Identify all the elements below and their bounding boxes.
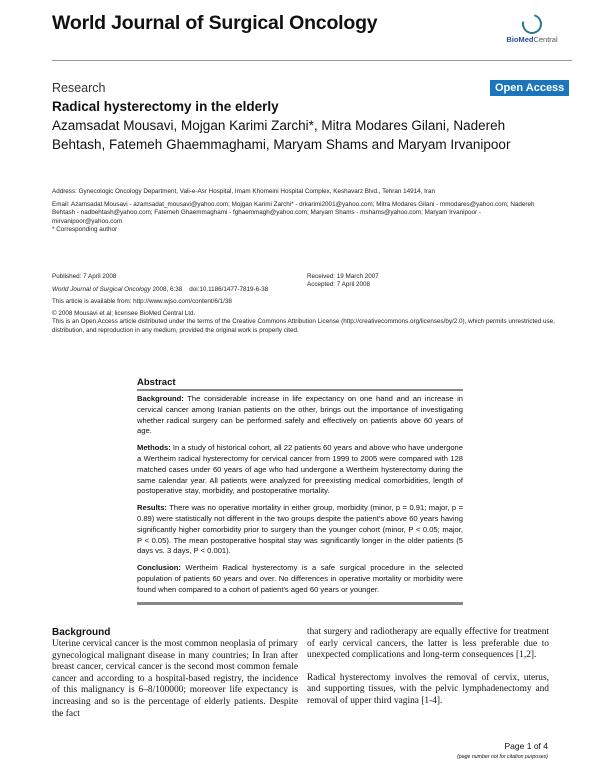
page-number-note: (page number not for citation purposes) [457, 754, 548, 760]
body-column-right [307, 627, 549, 719]
copyright: © 2008 Mousavi et al; licensee BioMed Central Ltd. [52, 310, 196, 317]
article-url[interactable]: This article is available from: http://www.wjso.com/content/6/1/38 [52, 298, 232, 305]
page-number: Page 1 of 4 [504, 741, 548, 751]
header-divider [52, 60, 572, 61]
paragraph: that surgery and radiotherapy are equally effective for treatment of early cervical cancers, the latter is less preferable due to unexpected complications and long-term consequences [1,2]. [307, 627, 549, 661]
abstract-conclusion [137, 563, 463, 595]
section-text: The considerable increase in life expectancy on one hand and an increase in cervical cancer among Iranian patients on the other, brings out the importance of investigating whether radical surgery can be performed safely and effectively on patients above 60 years of age. [137, 394, 463, 436]
biomed-central-logo [497, 14, 567, 44]
section-label: Conclusion: [137, 563, 181, 573]
received-accepted [307, 273, 379, 290]
section-text: Wertheim Radical hysterectomy is a safe surgical procedure in the selected population of patients 60 years and over. No differences in operative mortality or morbidity were found when compared to a cohort of patient's aged 60 years or younger. [137, 563, 463, 594]
paragraph: Radical hysterectomy involves the removal of cervix, uterus, and supporting tissues, with the pelvic lymphadenectomy and removal of upper third vagina [1-4]. [307, 672, 549, 706]
corresponding-author-note: * Corresponding author [52, 226, 118, 234]
email-list: Email: Azamsadat Mousavi - azamsadat_mousavi@yahoo.com; Mojgan Karimi Zarchi* - drkarimi2001@yahoo.com; Mitra Modares Gilani - mmodares@yahoo.com; Nadereh Behtash - nadbehtash@yahoo.com; Fatemeh Ghaemmaghami - fghaemmagh@yahoo.com; Maryam Shams - mshams@yahoo.com; Maryam Irvanipoor - mirvanipoor@yahoo.com [52, 201, 535, 225]
logo-central: Central [533, 35, 558, 44]
background-heading: Background [52, 627, 111, 638]
journal-ref-doi: 2008, 6:38 doi:10.1186/1477-7819-6-38 [150, 286, 269, 293]
journal-title: World Journal of Surgical Oncology [52, 12, 378, 34]
abstract-results [137, 503, 463, 557]
section-label: Methods: [137, 443, 171, 453]
section-label: Background: [137, 394, 184, 403]
author-address: Address: Gynecologic Oncology Department, Vali-e-Asr Hospital, Imam Khomeini Hospital Complex, Keshavarz Blvd., Tehran 14914, Iran [52, 188, 436, 195]
abstract-background [137, 394, 463, 437]
license: This is an Open Access article distributed under the terms of the Creative Commons Attribution License (http://creativecommons.org/licenses/by/2.0), which permits unrestricted use, distribution, and reproduction in any medium, provided the original work is properly cited. [52, 318, 555, 334]
copyright-block [52, 310, 562, 335]
accepted-date: Accepted: 7 April 2008 [307, 281, 371, 289]
abstract-methods [137, 443, 463, 497]
journal-ref-name: World Journal of Surgical Oncology [52, 286, 151, 293]
section-label: Results: [137, 503, 167, 513]
article-type: Research [52, 81, 106, 95]
body-column-left: Uterine cervical cancer is the most common neoplasia of primary gynecological malignant disease in many countries; In Iran after breast cancer, cervical cancer is the second most common female cancer and according to a hospital-based registry, the incidence of this malignancy is 6–8/100000; moreover life expectancy is increasing and so is the percentage of elderly patients. Despite the fact [52, 639, 298, 719]
logo-ring-icon [518, 10, 545, 37]
section-text: There was no operative mortality in either group, morbidity (minor, p = 0.91; major, p = 0.89) were statistically not different in the two groups despite the patient's above 60 years having significantly higher comorbidity prior to surgery than the younger cohort (minor, P < 0.05; major, P < 0.05). The mean postoperative hospital stay was significantly longer in the older patients (5 days vs. 3 days, P < 0.001). [137, 503, 463, 556]
open-access-badge[interactable]: Open Access [490, 80, 569, 96]
author-list: Azamsadat Mousavi, Mojgan Karimi Zarchi*, Mitra Modares Gilani, Nadereh Behtash, Fatemeh Ghaemmaghami, Maryam Shams and Maryam Irvanipoor [52, 118, 511, 152]
received-date: Received: 19 March 2007 [307, 273, 379, 280]
journal-reference [52, 286, 268, 294]
abstract-box [137, 377, 463, 605]
abstract-heading: Abstract [137, 377, 463, 391]
author-emails [52, 201, 542, 235]
article-title: Radical hysterectomy in the elderly [52, 99, 279, 114]
abstract-bottom-rule [137, 602, 463, 605]
published-date: Published: 7 April 2008 [52, 273, 117, 280]
section-text: In a study of historical cohort, all 22 patients 60 years and above who have undergone a Wertheim radical hysterectomy for cervical cancer from 1999 to 2005 were compared with 128 matched cases under 60 years of age who had undergone a Wertheim hysterectomy during the same calendar year. All patients were analyzed for preexisting medical comorbidities, length of postoperative stay, morbidity, and postoperative mortality. [137, 443, 463, 496]
logo-biomed: BioMed [506, 35, 534, 44]
